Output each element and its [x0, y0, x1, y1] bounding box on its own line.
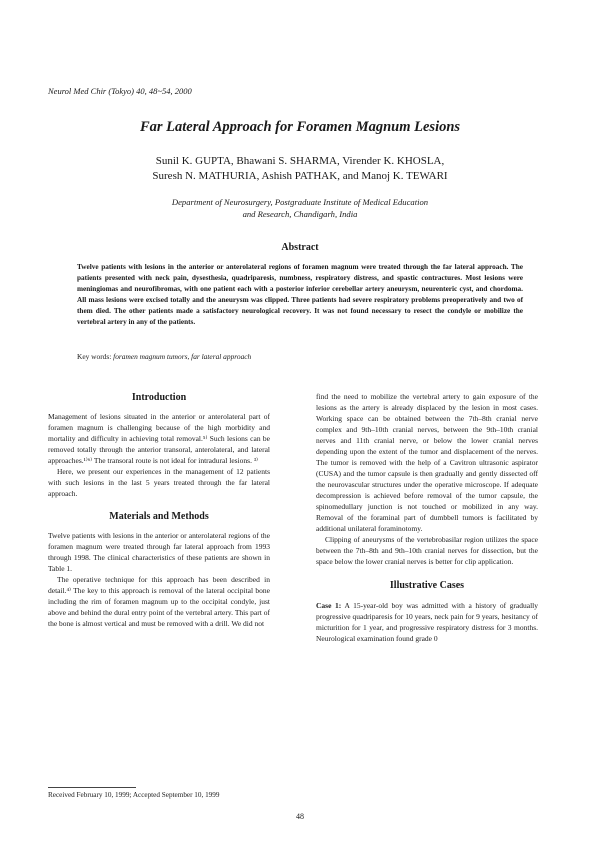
author-line-1: Sunil K. GUPTA, Bhawani S. SHARMA, Virender K. KHOSLA, [155, 155, 445, 167]
introduction-paragraph-1: Management of lesions situated in the anterior or anterolateral part of foramen magnum is challenging because of the high morbidity and mortality and difficulty in achieving total removal.⁵⁾ Such lesions can be removed totally through the anterior transoral, anterolateral, and lateral approaches.¹⁾⁶⁾ The transoral route is not ideal for intradural lesions. ³⁾ [48, 412, 270, 465]
received-accepted-footnote: Received February 10, 1999; Accepted September 10, 1999 [48, 791, 220, 799]
journal-reference: Neurol Med Chir (Tokyo) 40, 48~54, 2000 [48, 86, 192, 96]
page-number: 48 [296, 812, 304, 821]
author-list [60, 154, 540, 184]
author-line-2: Suresh N. MATHURIA, Ashish PATHAK, and Manoj K. TEWARI [152, 170, 448, 182]
footnote-rule [48, 787, 136, 788]
right-column [316, 391, 538, 644]
methods-continued-paragraph: find the need to mobilize the vertebral artery to gain exposure of the lesions as the artery is already displaced by the lesion in most cases. Working space can be obtained between the 7th–8th cranial nerve complex and 9th–10th cranial nerves, between the 9th–10th cranial nerves and 11th cranial nerve, or below the lower cranial nerves depending upon the extent of the tumor and displacement of the nerves. The tumor is removed with the help of a Cavitron ultrasonic aspirator (CUSA) and the tumor capsule is then gradually and gently dissected off the neurovascular structures under the operative microscope. If adequate decompression is achieved before removal of the tumor capsule, the spinomedullary junction is not touched or mobilized in any way. Removal of the foraminal part of dumbbell tumors is facilitated by additional unilateral foraminotomy. [316, 392, 538, 533]
affiliation-line-2: and Research, Chandigarh, India [242, 209, 358, 219]
cases-heading: Illustrative Cases [389, 580, 465, 591]
abstract-body: Twelve patients with lesions in the anterior or anterolateral regions of foramen magnum were treated through the far lateral approach. The patients presented with neck pain, dysesthesia, quadriparesis, numbness, respiratory distress, and spastic contractures. Most lesions were meningiomas and neurofibromas, with one patient each with a posterior inferior cerebellar artery aneurysm, neurenteric cyst, and chordoma. All mass lesions were excised totally and the aneurysm was clipped. Three patients had severe respiratory problems preoperatively and two of them died. The other patients made a satisfactory neurological recovery. It was not found necessary to resect the condyle or mobilize the vertebral artery in any of the patients. [77, 263, 523, 326]
case-1-text: A 15-year-old boy was admitted with a history of gradually progressive quadriparesis for 10 years, neck pain for 9 years, hesitancy of micturition for 1 year, and progressive respiratory distress for 3 months. Neurological examination found grade 0 [316, 601, 538, 643]
keywords-value: foramen magnum tumors, far lateral approach [113, 352, 252, 361]
affiliation [80, 196, 520, 220]
methods-paragraph-2: The operative technique for this approach has been described in detail.⁴⁾ The key to this approach is removal of the lateral occipital bone including the rim of foramen magnum up to the occipital condyle, just above and behind the dural entry point of the vertebral artery. This part of the bone is almost vertical and must be removed with a drill. We did not [48, 575, 270, 628]
methods-paragraph-1: Twelve patients with lesions in the anterior or anterolateral regions of the foramen magnum were treated through far lateral approach from 1993 through 1998. The clinical characteristics of these patients are shown in Table 1. [48, 531, 270, 573]
introduction-heading: Introduction [131, 392, 187, 403]
aneurysm-clipping-paragraph: Clipping of aneurysms of the vertebrobasilar region utilizes the space between the 7th–8th and 9th–10th cranial nerves for dissection, but the space below the lower cranial nerves is better for clip application. [316, 535, 538, 566]
keywords [77, 352, 523, 361]
methods-heading: Materials and Methods [109, 511, 209, 522]
left-column [48, 392, 270, 629]
affiliation-line-1: Department of Neurosurgery, Postgraduate Institute of Medical Education [171, 197, 429, 207]
keywords-label: Key words: [77, 352, 112, 361]
case-1-paragraph [316, 600, 538, 644]
paper-title: Far Lateral Approach for Foramen Magnum Lesions [139, 119, 461, 135]
case-1-label: Case 1: [316, 601, 342, 610]
abstract-heading: Abstract [281, 242, 319, 253]
introduction-paragraph-2: Here, we present our experiences in the management of 12 patients with such lesions in the last 5 years treated through the far lateral approach. [48, 467, 270, 498]
